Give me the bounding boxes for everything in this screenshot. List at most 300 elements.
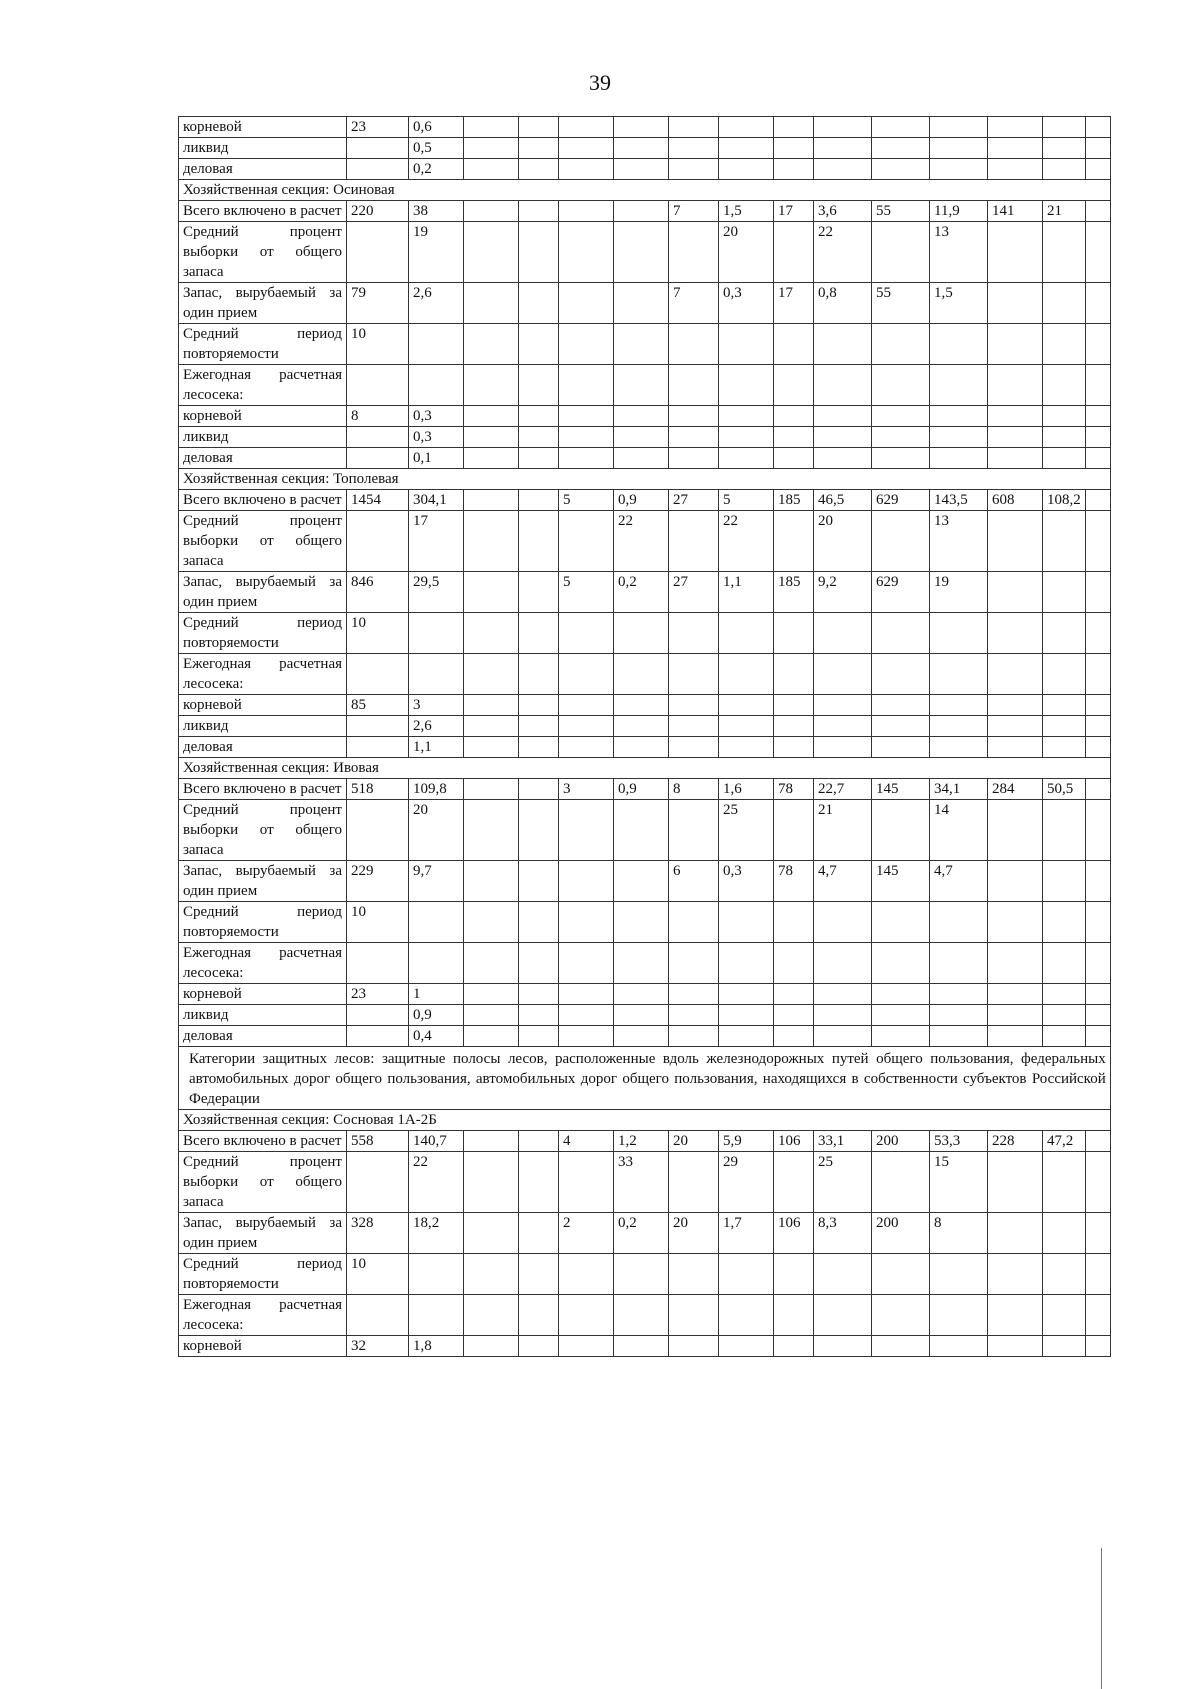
table-cell: 0,2	[614, 1213, 669, 1254]
table-cell	[930, 1005, 988, 1026]
table-cell	[519, 984, 559, 1005]
table-cell: 0,2	[614, 572, 669, 613]
table-cell	[464, 324, 519, 365]
table-cell: 143,5	[930, 490, 988, 511]
table-cell	[1043, 902, 1086, 943]
table-cell	[519, 1336, 559, 1357]
table-cell: 27	[669, 490, 719, 511]
table-cell	[559, 613, 614, 654]
table-row	[179, 1336, 1111, 1357]
table-cell	[1085, 283, 1110, 324]
table-cell	[719, 654, 774, 695]
table-row	[179, 222, 1111, 283]
table-row	[179, 138, 1111, 159]
table-cell	[409, 902, 464, 943]
table-cell: 11,9	[930, 201, 988, 222]
table-cell	[614, 943, 669, 984]
table-cell: 141	[988, 201, 1043, 222]
table-cell	[1085, 984, 1110, 1005]
table-cell	[669, 427, 719, 448]
table-cell	[1043, 1213, 1086, 1254]
table-cell	[559, 1336, 614, 1357]
table-cell	[872, 427, 930, 448]
table-cell	[464, 572, 519, 613]
table-cell: 7	[669, 201, 719, 222]
table-row	[179, 943, 1111, 984]
table-cell	[719, 943, 774, 984]
table-cell	[872, 511, 930, 572]
section-header-row	[179, 1110, 1111, 1131]
table-cell	[669, 324, 719, 365]
table-cell	[1085, 201, 1110, 222]
table-cell	[519, 654, 559, 695]
table-cell: 25	[814, 1152, 872, 1213]
table-cell	[872, 654, 930, 695]
table-cell	[614, 427, 669, 448]
row-label-cell: деловая	[179, 737, 347, 758]
table-cell	[669, 406, 719, 427]
table-row	[179, 406, 1111, 427]
category-row	[179, 1047, 1111, 1110]
table-cell	[872, 1026, 930, 1047]
table-cell	[774, 800, 814, 861]
table-cell	[814, 406, 872, 427]
table-cell	[1085, 779, 1110, 800]
table-cell	[774, 1254, 814, 1295]
table-row	[179, 779, 1111, 800]
table-cell	[814, 1005, 872, 1026]
table-cell: 1,5	[930, 283, 988, 324]
table-cell	[1043, 138, 1086, 159]
table-cell	[988, 283, 1043, 324]
table-cell	[347, 138, 409, 159]
table-cell	[347, 427, 409, 448]
table-cell: 20	[669, 1131, 719, 1152]
table-cell	[669, 984, 719, 1005]
table-row	[179, 572, 1111, 613]
table-cell: 200	[872, 1131, 930, 1152]
table-cell: 4,7	[814, 861, 872, 902]
table-cell	[1043, 1336, 1086, 1357]
table-cell	[669, 716, 719, 737]
table-cell	[1085, 695, 1110, 716]
table-cell	[1085, 222, 1110, 283]
table-cell	[719, 159, 774, 180]
table-cell: 0,3	[719, 283, 774, 324]
table-cell	[519, 695, 559, 716]
table-cell	[669, 1295, 719, 1336]
row-label-cell: корневой	[179, 406, 347, 427]
table-cell	[988, 117, 1043, 138]
table-cell	[669, 1005, 719, 1026]
table-cell	[1085, 159, 1110, 180]
table-cell: 0,3	[719, 861, 774, 902]
table-cell	[464, 737, 519, 758]
table-cell	[669, 902, 719, 943]
row-label-cell: Средний период повторяемости	[179, 902, 347, 943]
table-cell: 229	[347, 861, 409, 902]
table-cell	[872, 800, 930, 861]
table-cell	[719, 448, 774, 469]
table-row	[179, 984, 1111, 1005]
table-row	[179, 511, 1111, 572]
table-cell	[1043, 654, 1086, 695]
table-cell	[347, 737, 409, 758]
table-cell	[719, 716, 774, 737]
table-cell	[1043, 324, 1086, 365]
table-cell	[669, 943, 719, 984]
table-cell	[559, 283, 614, 324]
table-cell	[988, 943, 1043, 984]
table-cell: 7	[669, 283, 719, 324]
table-cell	[669, 159, 719, 180]
table-cell	[988, 984, 1043, 1005]
table-row	[179, 1131, 1111, 1152]
table-cell	[347, 1005, 409, 1026]
table-cell: 22	[719, 511, 774, 572]
table-cell	[519, 365, 559, 406]
table-cell	[464, 943, 519, 984]
table-cell	[559, 984, 614, 1005]
table-cell: 20	[719, 222, 774, 283]
table-cell: 27	[669, 572, 719, 613]
table-cell	[872, 117, 930, 138]
table-cell: 0,5	[409, 138, 464, 159]
table-cell	[464, 159, 519, 180]
table-cell	[614, 448, 669, 469]
table-cell: 0,6	[409, 117, 464, 138]
table-cell	[774, 613, 814, 654]
table-cell: 22	[409, 1152, 464, 1213]
table-cell	[669, 737, 719, 758]
table-cell	[1085, 861, 1110, 902]
table-cell	[347, 222, 409, 283]
table-cell	[409, 613, 464, 654]
table-cell	[774, 324, 814, 365]
table-cell: 0,1	[409, 448, 464, 469]
table-cell	[774, 448, 814, 469]
table-cell	[930, 138, 988, 159]
table-cell	[872, 138, 930, 159]
table-cell: 558	[347, 1131, 409, 1152]
table-cell	[464, 1026, 519, 1047]
table-cell	[559, 1005, 614, 1026]
table-cell	[464, 1336, 519, 1357]
table-cell: 20	[814, 511, 872, 572]
row-label-cell: Всего включено в расчет	[179, 1131, 347, 1152]
table-cell	[519, 1213, 559, 1254]
table-cell	[559, 654, 614, 695]
table-cell	[347, 1026, 409, 1047]
table-row	[179, 1152, 1111, 1213]
table-cell	[519, 138, 559, 159]
table-cell	[1043, 1295, 1086, 1336]
table-cell	[519, 779, 559, 800]
section-title: Хозяйственная секция: Ивовая	[179, 758, 1111, 779]
table-cell	[464, 984, 519, 1005]
table-cell	[988, 511, 1043, 572]
table-cell	[774, 654, 814, 695]
table-cell	[1085, 448, 1110, 469]
table-cell	[519, 490, 559, 511]
row-label-cell: Ежегодная расчетная лесосека:	[179, 365, 347, 406]
table-cell: 1,6	[719, 779, 774, 800]
table-cell	[464, 283, 519, 324]
table-cell: 0,3	[409, 427, 464, 448]
table-cell	[519, 902, 559, 943]
table-cell	[1085, 1026, 1110, 1047]
table-cell	[814, 613, 872, 654]
table-cell	[1085, 427, 1110, 448]
table-cell	[930, 1254, 988, 1295]
table-cell	[1043, 737, 1086, 758]
table-cell: 200	[872, 1213, 930, 1254]
table-cell	[774, 1026, 814, 1047]
table-cell	[614, 984, 669, 1005]
table-cell: 33	[614, 1152, 669, 1213]
table-cell	[774, 406, 814, 427]
table-cell	[774, 138, 814, 159]
table-cell	[719, 1005, 774, 1026]
table-cell	[719, 1295, 774, 1336]
table-cell	[464, 779, 519, 800]
table-cell	[1085, 1213, 1110, 1254]
table-cell	[669, 1254, 719, 1295]
table-cell: 38	[409, 201, 464, 222]
table-cell	[519, 1295, 559, 1336]
table-cell	[988, 737, 1043, 758]
table-cell	[464, 716, 519, 737]
section-title: Хозяйственная секция: Сосновая 1А-2Б	[179, 1110, 1111, 1131]
table-cell: 32	[347, 1336, 409, 1357]
table-cell	[669, 365, 719, 406]
table-cell: 608	[988, 490, 1043, 511]
table-cell	[814, 117, 872, 138]
table-cell	[614, 222, 669, 283]
table-cell	[719, 902, 774, 943]
table-cell: 304,1	[409, 490, 464, 511]
table-cell	[814, 365, 872, 406]
table-cell	[1085, 800, 1110, 861]
row-label-cell: Средний процент выборки от общего запаса	[179, 1152, 347, 1213]
table-row	[179, 716, 1111, 737]
row-label-cell: Средний процент выборки от общего запаса	[179, 222, 347, 283]
table-cell	[988, 1254, 1043, 1295]
table-cell	[464, 511, 519, 572]
table-cell	[872, 943, 930, 984]
table-cell	[930, 365, 988, 406]
table-cell: 5	[719, 490, 774, 511]
table-cell	[669, 1336, 719, 1357]
table-cell	[1043, 984, 1086, 1005]
section-header-row	[179, 180, 1111, 201]
table-cell: 9,2	[814, 572, 872, 613]
table-cell	[614, 138, 669, 159]
table-cell	[814, 448, 872, 469]
table-cell: 5	[559, 490, 614, 511]
table-cell	[719, 365, 774, 406]
table-row	[179, 654, 1111, 695]
table-cell	[988, 800, 1043, 861]
table-cell: 8	[347, 406, 409, 427]
table-cell: 1454	[347, 490, 409, 511]
table-cell	[774, 1336, 814, 1357]
table-cell: 21	[814, 800, 872, 861]
table-cell	[1085, 1152, 1110, 1213]
table-cell	[669, 654, 719, 695]
table-cell	[559, 117, 614, 138]
table-cell	[614, 1295, 669, 1336]
table-cell: 23	[347, 984, 409, 1005]
table-cell	[814, 984, 872, 1005]
table-cell	[614, 324, 669, 365]
table-cell	[409, 1254, 464, 1295]
table-row	[179, 613, 1111, 654]
table-cell	[519, 201, 559, 222]
row-label-cell: Всего включено в расчет	[179, 779, 347, 800]
table-cell	[669, 448, 719, 469]
row-label-cell: Средний период повторяемости	[179, 1254, 347, 1295]
table-cell	[519, 1005, 559, 1026]
table-cell	[464, 861, 519, 902]
table-row	[179, 365, 1111, 406]
table-cell	[614, 159, 669, 180]
table-cell	[719, 695, 774, 716]
table-cell	[559, 365, 614, 406]
table-cell	[347, 365, 409, 406]
table-cell	[872, 159, 930, 180]
table-cell	[988, 1336, 1043, 1357]
table-cell	[519, 406, 559, 427]
table-cell	[988, 695, 1043, 716]
table-cell	[409, 324, 464, 365]
table-cell	[1043, 511, 1086, 572]
table-cell: 846	[347, 572, 409, 613]
table-cell	[347, 159, 409, 180]
table-cell	[872, 902, 930, 943]
table-cell	[774, 943, 814, 984]
table-cell	[614, 1026, 669, 1047]
table-cell: 3	[559, 779, 614, 800]
table-cell	[559, 159, 614, 180]
table-cell	[814, 902, 872, 943]
table-row	[179, 1254, 1111, 1295]
table-cell	[988, 138, 1043, 159]
table-cell	[614, 117, 669, 138]
row-label-cell: Средний процент выборки от общего запаса	[179, 800, 347, 861]
table-cell: 5,9	[719, 1131, 774, 1152]
table-cell	[1043, 1026, 1086, 1047]
table-cell	[559, 1152, 614, 1213]
table-cell	[519, 800, 559, 861]
table-cell: 55	[872, 201, 930, 222]
table-cell: 518	[347, 779, 409, 800]
table-cell: 20	[409, 800, 464, 861]
table-cell	[519, 117, 559, 138]
row-label-cell: корневой	[179, 1336, 347, 1357]
table-cell	[559, 695, 614, 716]
table-cell	[559, 943, 614, 984]
table-cell	[988, 427, 1043, 448]
table-cell	[1043, 117, 1086, 138]
table-cell	[559, 716, 614, 737]
table-cell: 106	[774, 1213, 814, 1254]
table-cell: 0,3	[409, 406, 464, 427]
row-label-cell: ликвид	[179, 427, 347, 448]
table-cell	[519, 511, 559, 572]
table-cell	[464, 1131, 519, 1152]
table-cell	[719, 737, 774, 758]
table-cell: 25	[719, 800, 774, 861]
table-cell	[1085, 1336, 1110, 1357]
row-label-cell: Ежегодная расчетная лесосека:	[179, 943, 347, 984]
table-cell	[988, 902, 1043, 943]
row-label-cell: Всего включено в расчет	[179, 201, 347, 222]
table-cell	[409, 365, 464, 406]
table-row	[179, 117, 1111, 138]
table-cell	[464, 138, 519, 159]
table-cell	[774, 159, 814, 180]
table-row	[179, 1005, 1111, 1026]
table-cell	[559, 1026, 614, 1047]
table-cell	[988, 324, 1043, 365]
row-label-cell: деловая	[179, 159, 347, 180]
table-cell: 2	[559, 1213, 614, 1254]
table-cell	[464, 1295, 519, 1336]
table-cell	[614, 861, 669, 902]
table-row	[179, 1213, 1111, 1254]
table-cell: 50,5	[1043, 779, 1086, 800]
table-cell	[1085, 613, 1110, 654]
table-cell	[559, 737, 614, 758]
table-cell	[1043, 1254, 1086, 1295]
table-row	[179, 861, 1111, 902]
table-cell: 106	[774, 1131, 814, 1152]
table-cell	[930, 406, 988, 427]
table-cell	[988, 1026, 1043, 1047]
table-cell	[614, 800, 669, 861]
table-cell	[559, 800, 614, 861]
table-cell	[559, 511, 614, 572]
table-cell	[409, 943, 464, 984]
table-row	[179, 427, 1111, 448]
table-cell: 34,1	[930, 779, 988, 800]
table-cell	[1085, 737, 1110, 758]
table-cell: 6	[669, 861, 719, 902]
table-cell	[1085, 138, 1110, 159]
table-cell	[614, 716, 669, 737]
row-label-cell: Ежегодная расчетная лесосека:	[179, 1295, 347, 1336]
table-cell: 4,7	[930, 861, 988, 902]
table-cell	[1085, 1295, 1110, 1336]
table-cell	[669, 1152, 719, 1213]
table-cell	[988, 861, 1043, 902]
table-cell	[464, 427, 519, 448]
table-cell	[814, 654, 872, 695]
table-cell	[464, 1152, 519, 1213]
table-cell	[1043, 716, 1086, 737]
table-cell: 1,1	[409, 737, 464, 758]
table-cell	[872, 1005, 930, 1026]
table-cell	[519, 716, 559, 737]
table-cell	[814, 159, 872, 180]
table-cell	[930, 716, 988, 737]
table-cell: 10	[347, 324, 409, 365]
table-cell	[669, 800, 719, 861]
table-cell	[930, 117, 988, 138]
row-label-cell: ликвид	[179, 716, 347, 737]
table-cell	[872, 984, 930, 1005]
